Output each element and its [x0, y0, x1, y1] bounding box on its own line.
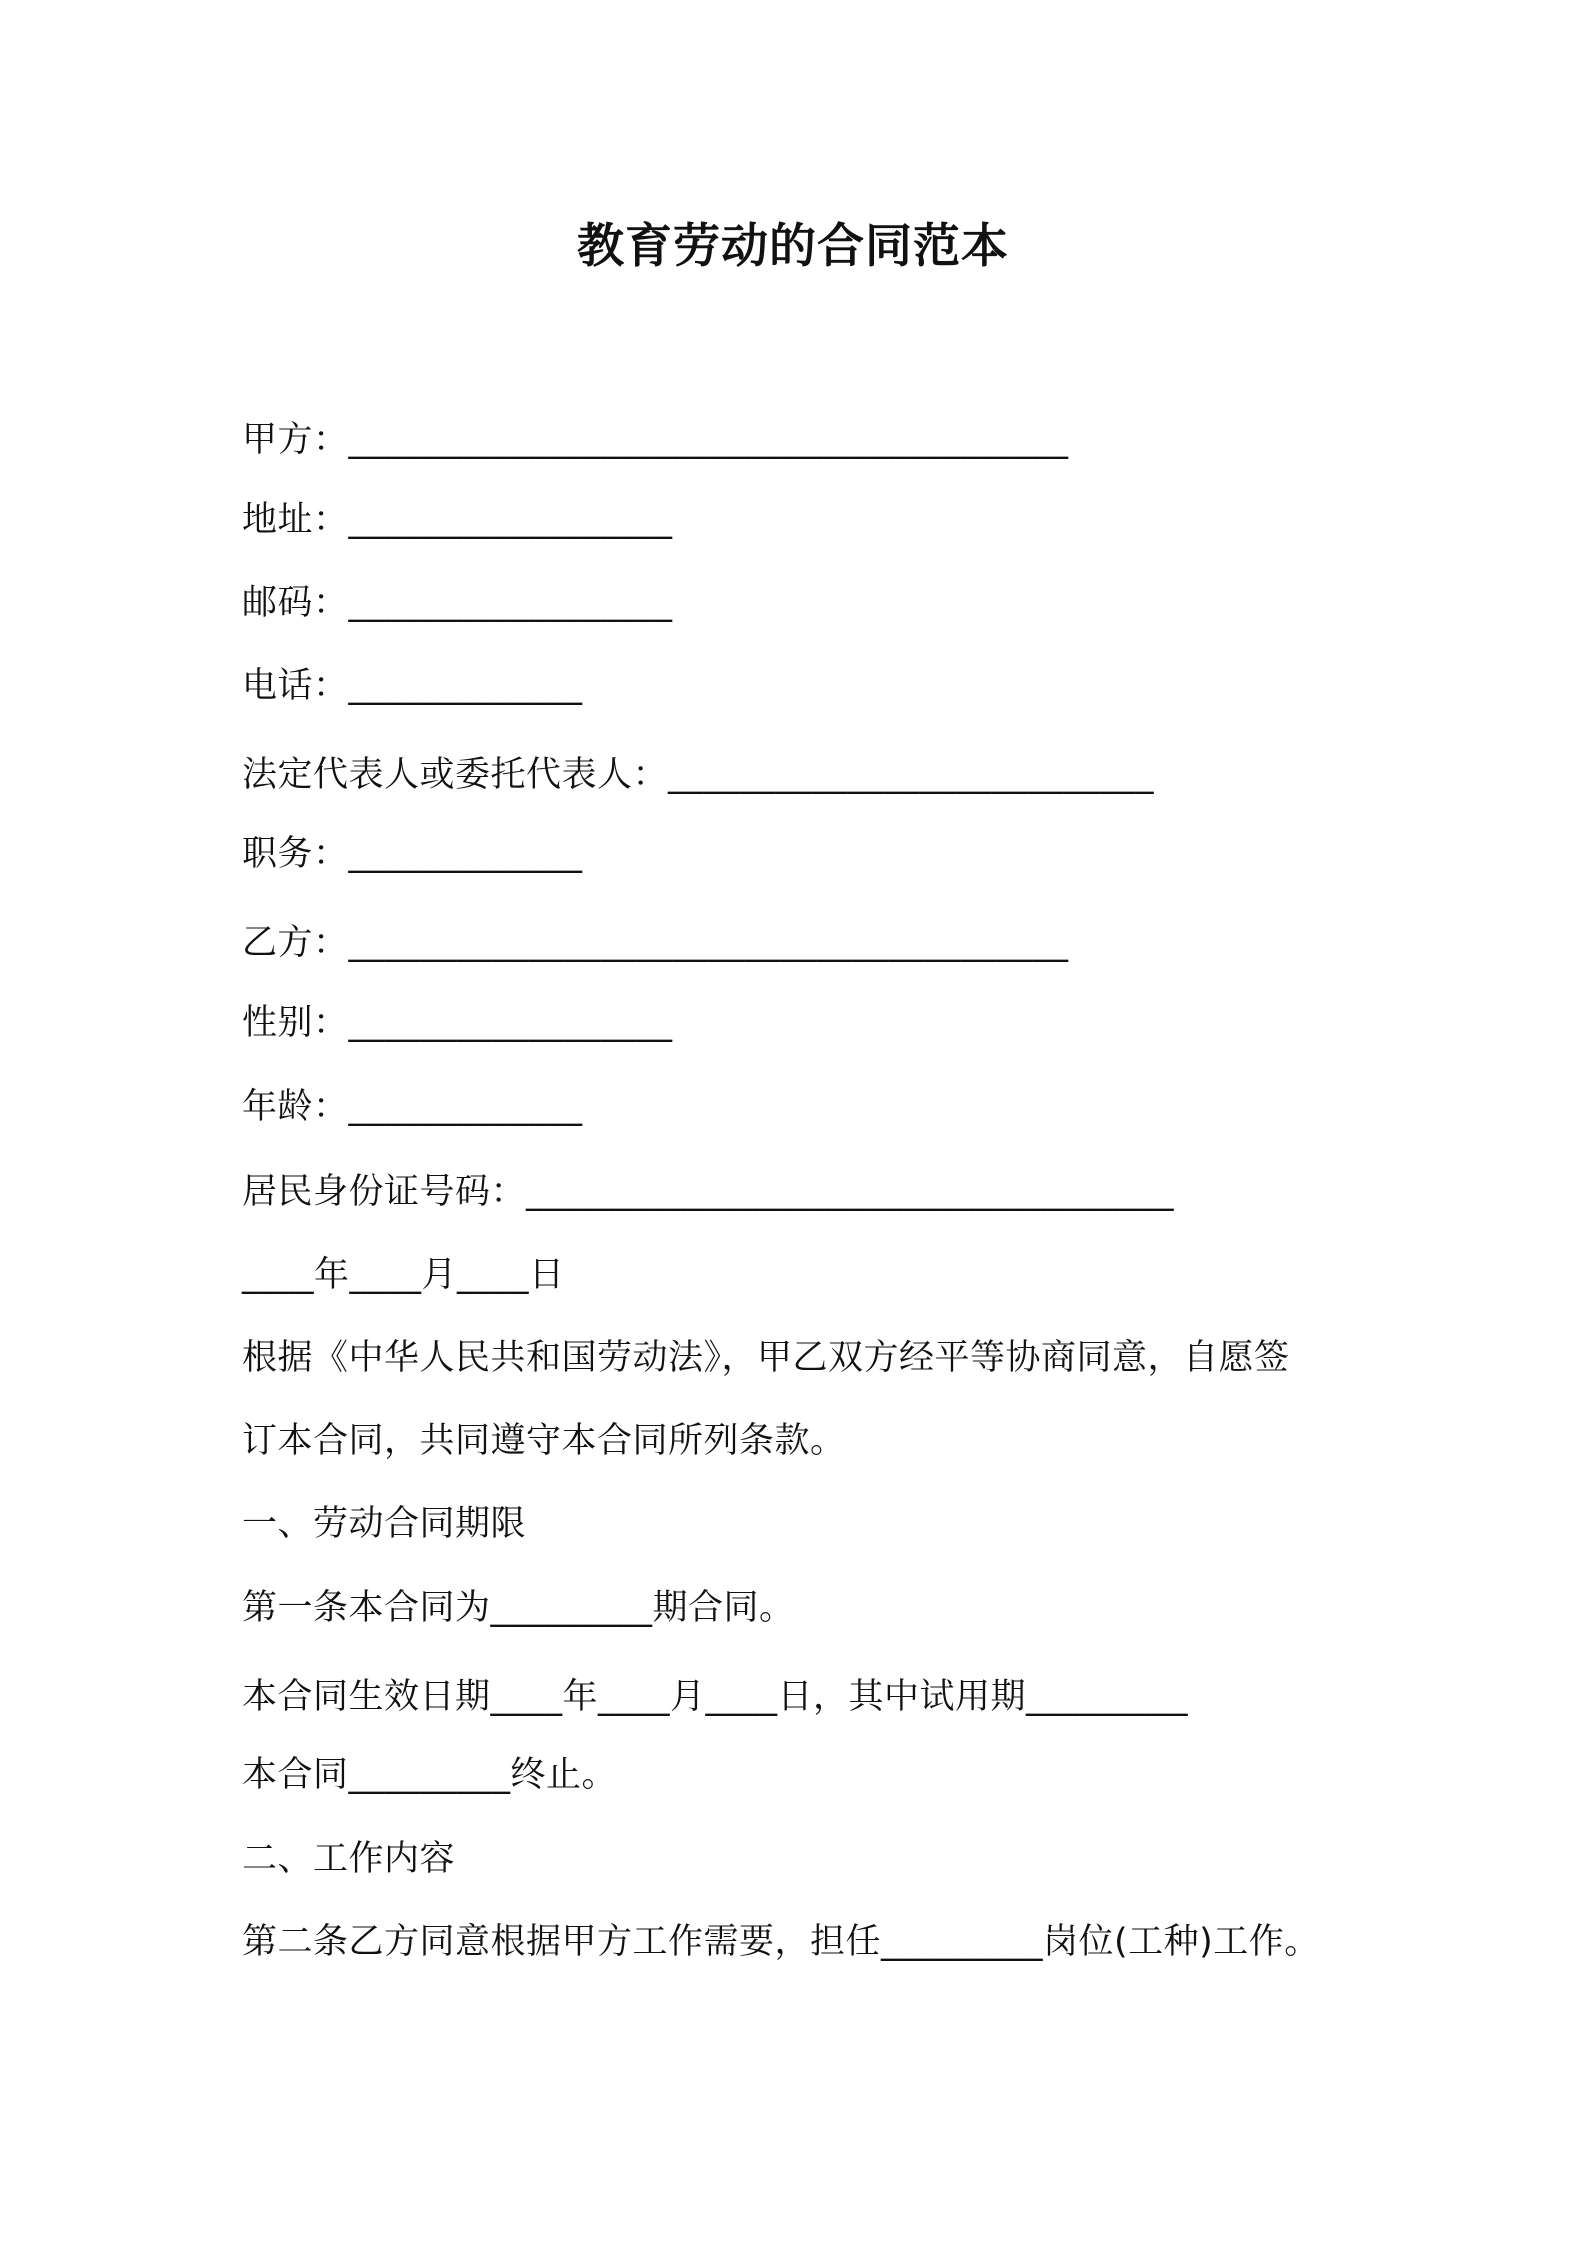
- age-line: 年龄：_____________: [242, 1087, 583, 1127]
- address-line: 地址：__________________: [242, 500, 673, 540]
- termination-line: 本合同_________终止。: [242, 1755, 618, 1795]
- postcode-line: 邮码：__________________: [242, 583, 673, 623]
- preamble-line-1: 根据《中华人民共和国劳动法》，甲乙双方经平等协商同意，自愿签: [242, 1338, 1290, 1378]
- article-two-line: 第二条乙方同意根据甲方工作需要，担任_________岗位(工种)工作。: [242, 1922, 1320, 1962]
- id-number-line: 居民身份证号码：____________________________________: [242, 1172, 1175, 1212]
- date-line: ____年____月____日: [242, 1255, 565, 1295]
- section-heading-work: 二、工作内容: [242, 1839, 456, 1879]
- effective-date-line: 本合同生效日期____年____月____日，其中试用期_________: [242, 1677, 1189, 1717]
- gender-line: 性别：__________________: [242, 1003, 673, 1043]
- preamble-line-2: 订本合同，共同遵守本合同所列条款。: [242, 1421, 846, 1461]
- position-line: 职务：_____________: [242, 834, 583, 874]
- party-b-line: 乙方：________________________________________: [242, 923, 1069, 963]
- phone-line: 电话：_____________: [242, 666, 583, 706]
- article-one-line: 第一条本合同为_________期合同。: [242, 1588, 795, 1628]
- party-a-line: 甲方：________________________________________: [242, 420, 1069, 460]
- section-heading-term: 一、劳动合同期限: [242, 1504, 527, 1544]
- legal-representative-line: 法定代表人或委托代表人：___________________________: [242, 755, 1155, 795]
- document-title: 教育劳动的合同范本: [577, 219, 1009, 274]
